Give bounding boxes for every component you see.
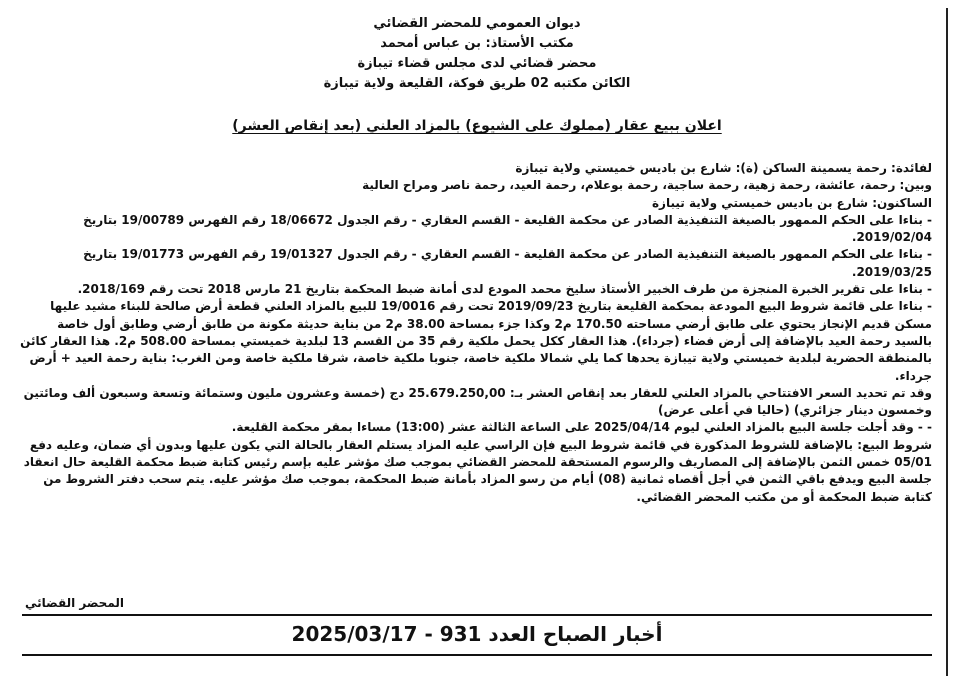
header-line-address: الكائن مكتبه 02 طريق فوكة، القليعة ولاية تيبازة (323, 76, 631, 91)
paragraph-expert-report: - بناءا على تقرير الخبرة المنجزة من طرف الخبير الأستاذ سليخ محمد المودع لدى أمانة ضبط المحكمة بتاريخ 21 مارس 2018 تحت رقم 2018/169. (77, 282, 932, 297)
party-residence: الساكنون: شارع بن باديس خميستي ولاية تيبازة (651, 195, 932, 210)
paragraph-opening-price: وقد تم تحديد السعر الافتتاحي بالمزاد العلني للعقار بعد إنقاص العشر بـ: 25.679.250,00 دج (خمسة وعشرون مليون وستمائة وتسعة وسبعون ألف ومائتين وخمسون دينار جزائري) (حاليا في أعلى عرض) (23, 385, 932, 418)
paragraph-auction-date: - - وقد أجلت جلسة البيع بالمزاد العلني ليوم 2025/04/14 على الساعة الثالثة عشر (13:00) مساءا بمقر محكمة القليعة. (231, 420, 932, 435)
signature-bailiff: المحضر القضائي (24, 596, 124, 610)
paragraph-judgment-1: - بناءا على الحكم الممهور بالصيغة التنفيذية الصادر عن محكمة القليعة - القسم العقاري - رقم الجدول 18/06672 رقم الفهرس 19/00789 بتاريخ 2019/02/04. (83, 212, 932, 245)
party-defendants: وبين: رحمة، عائشة، رحمة زهية، رحمة ساجية، رحمة بوعلام، رحمة العيد، رحمة ناصر ومراح العالية (362, 178, 932, 193)
header-line-office: ديوان العمومي للمحضر القضائي (373, 16, 581, 31)
newspaper-footer: أخبار الصباح العدد 931 - 2025/03/17 (291, 622, 663, 646)
footer-bottom-rule (22, 654, 932, 656)
header-line-bailiff-name: مكتب الأستاذ: بن عباس أمحمد (380, 36, 574, 51)
paragraph-sale-conditions: شروط البيع: بالإضافة للشروط المذكورة في قائمة شروط البيع فإن الراسي عليه المزاد يستلم العقار بالحالة التي يكون عليها وبدون أي ضمان، وعليه دفع 05/01 خمس الثمن بالإضافة إلى المصاريف والرسوم المستحقة للمحضر القضائي بموجب صك مؤشر عليه بإسم رئيس كتابة ضبط محكمة القليعة حال انعقاد جلسة البيع ويدفع باقي الثمن في أجل أقصاه ثمانية (08) أيام من رسو المزاد بأمانة ضبط المحكمة، بموجب صك مؤشر عليه. يتم سحب دفتر الشروط من كتابة ضبط المحكمة أو من مكتب المحضر القضائي. (23, 437, 932, 504)
page-border-line (946, 8, 948, 676)
footer-top-rule (22, 614, 932, 616)
bailiff-header (0, 14, 954, 94)
party-beneficiary: لفائدة: رحمة يسمينة الساكن (ة): شارع بن باديس خميستي ولاية تيبازة (515, 161, 932, 175)
paragraph-property-description: - بناءا على قائمة شروط البيع المودعة بمحكمة القليعة بتاريخ 2019/09/23 تحت رقم 19/0016 للبيع بالمزاد العلني قطعة أرض صالحة للبناء مشيد عليها مسكن قديم الإنجاز يحتوي على طابق أرضي مساحته 170.50 م2 وكذا جزء بمساحة 38.00 م2 من بناية حديثة مكونة من طابق أرضي وطابق أول خاصة بالسيد رحمة العيد بالإضافة إلى أرض فضاء (جرداء). هذا العقار ككل يحمل ملكية رقم 35 من القسم 13 لبلدية خميستي بمساحة 508.00 م2. هذا العقار كائن بالمنطقة الحضرية لبلدية خميستي ولاية تيبازة يحدها كما يلي شمالا ملكية خاصة، جنوبا ملكية خاصة، شرقا ملكية خاصة ومن الغرب: بناية رحمة العيد + أرض جرداء. (20, 299, 932, 383)
paragraph-judgment-2: - بناءا على الحكم الممهور بالصيغة التنفيذية الصادر عن محكمة القليعة - القسم العقاري - رقم الجدول 19/01327 رقم الفهرس 19/01773 بتاريخ 2019/03/25. (83, 247, 932, 279)
notice-title-text: اعلان ببيع عقار (مملوك على الشيوع) بالمزاد العلني (بعد إنقاص العشر) (232, 118, 722, 134)
header-line-court: محضر قضائي لدى مجلس قضاء تيبازة (357, 56, 597, 71)
notice-title (0, 118, 954, 134)
notice-body (20, 160, 932, 506)
